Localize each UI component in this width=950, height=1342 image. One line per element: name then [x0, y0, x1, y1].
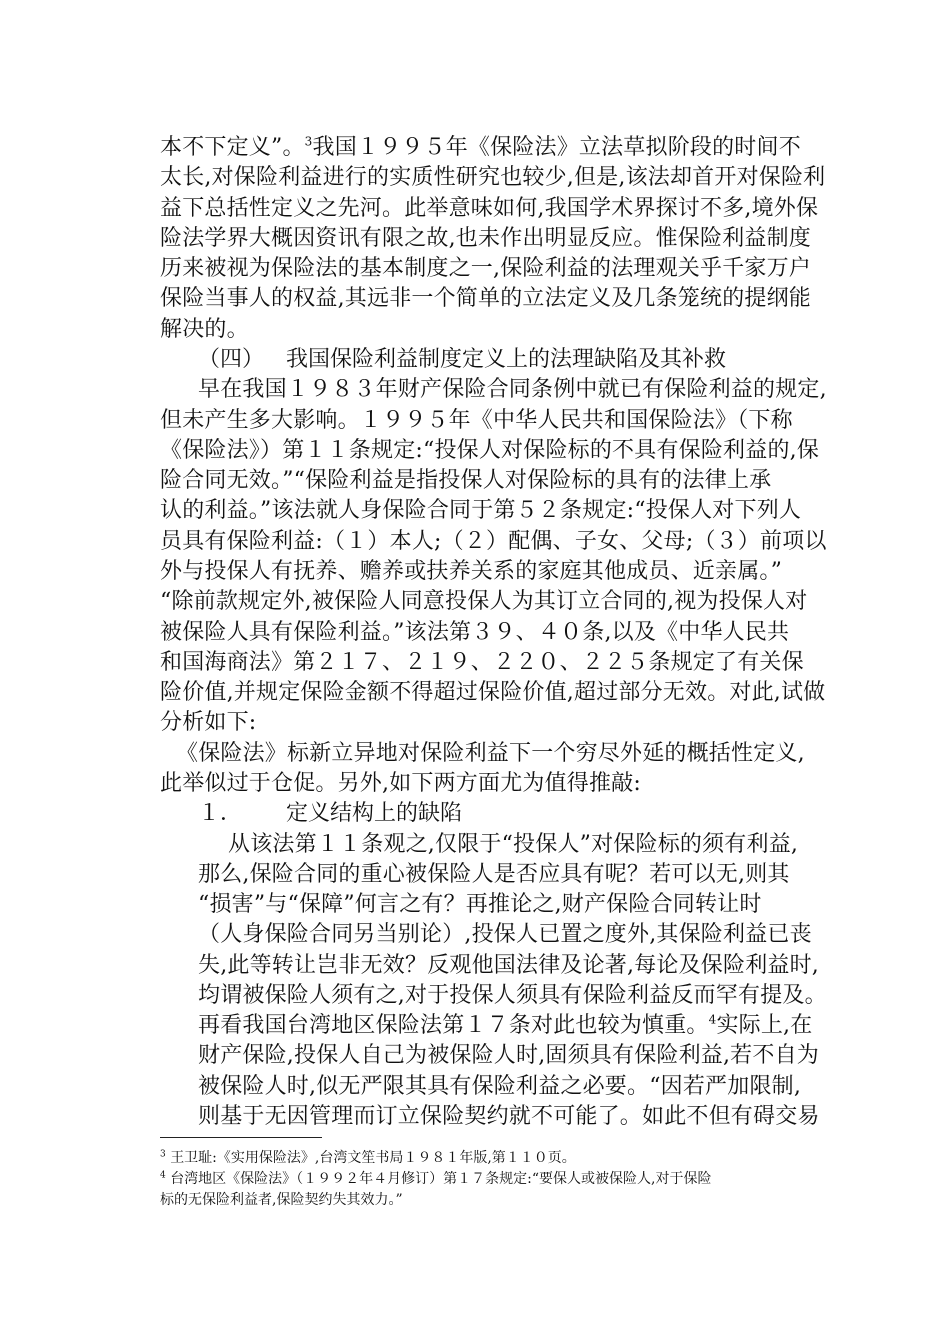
footnote-4-line-2: 标的无保险利益者,保险契约失其效力。”: [160, 1192, 403, 1208]
subsection-title: 定义结构上的缺陷: [286, 801, 463, 827]
footnote-3: [160, 1148, 576, 1168]
paragraph-struct-line-4: （人身保险合同另当别论）,投保人已置之度外,其保险利益已丧: [198, 922, 812, 948]
section-title: 我国保险利益制度定义上的法理缺陷及其补救: [286, 347, 727, 372]
paragraph-law-line-7: 外与投保人有抚养、赡养或扶养关系的家庭其他成员、近亲属。”: [160, 558, 783, 584]
paragraph-struct-line-9: 被保险人时,似无严限其具有保险利益之必要。“因若严加限制,: [198, 1073, 802, 1099]
paragraph-law-line-10: 和国海商法》第２１７、２１９、２２０、２２５条规定了有关保: [160, 649, 804, 675]
footnote-ref-4: 4: [708, 1012, 717, 1027]
paragraph-struct-line-7: 再看我国台湾地区保险法第１７条对此也较为慎重。$^4$实际上,在: [198, 1012, 813, 1039]
paragraph-def-line-1: 《保险法》标新立异地对保险利益下一个穷尽外延的概括性定义,: [176, 740, 805, 766]
paragraph-law-line-4: 险合同无效。”“保险利益是指投保人对保险标的具有的法律上承: [160, 468, 772, 494]
footnote-4-mark: 4: [160, 1170, 166, 1181]
paragraph-law-line-5: 认的利益。”该法就人身保险合同于第５２条规定:“投保人对下列人: [160, 498, 802, 524]
paragraph-struct-line-3: “损害”与“保障”何言之有？再推论之,财产保险合同转让时: [198, 892, 762, 917]
footnote-ref-3: 3: [304, 134, 313, 149]
paragraph-intro-line-6: 保险当事人的权益,其远非一个简单的立法定义及几条笼统的提纲能: [160, 286, 811, 312]
paragraph-law-line-8: “除前款规定外,被保险人同意投保人为其订立合同的,视为投保人对: [160, 589, 808, 615]
footnote-4: [160, 1169, 712, 1189]
subsection-number: １．: [198, 801, 243, 827]
paragraph-law-line-9: 被保险人具有保险利益。”该法第３９、４０条,以及《中华人民共: [160, 619, 790, 645]
paragraph-struct-line-1: 从该法第１１条观之,仅限于“投保人”对保险标的须有利益,: [228, 831, 799, 857]
paragraph-intro-line-7: 解决的。: [160, 316, 249, 342]
paragraph-law-line-11: 险价值,并规定保险金额不得超过保险价值,超过部分无效。对此,试做: [160, 680, 826, 706]
footnote-separator: [160, 1137, 322, 1138]
paragraph-struct-line-10: 则基于无因管理而订立保险契约就不可能了。如此不但有碍交易: [198, 1104, 820, 1129]
footnote-3-text: 王卫耻:《实用保险法》,台湾文笙书局１９８１年版,第１１０页。: [170, 1150, 576, 1166]
paragraph-intro-line-1: 本不下定义”。$^3$我国１９９５年《保险法》立法草拟阶段的时间不: [160, 134, 801, 160]
paragraph-intro-line-5: 历来被视为保险法的基本制度之一,保险利益的法理观关乎千家万户: [160, 256, 811, 282]
section-number: （四）: [198, 347, 265, 372]
paragraph-intro-line-3: 益下总括性定义之先河。此举意味如何,我国学术界探讨不多,境外保: [160, 195, 819, 221]
paragraph-intro-line-4: 险法学界大概因资讯有限之故,也未作出明显反应。惟保险利益制度: [160, 225, 811, 251]
paragraph-law-line-6: 员具有保险利益:（１）本人;（２）配偶、子女、父母;（３）前项以: [160, 528, 827, 554]
paragraph-struct-line-8: 财产保险,投保人自己为被保险人时,固须具有保险利益,若不自为: [198, 1043, 819, 1069]
section-heading: [198, 345, 726, 375]
paragraph-struct-line-2: 那么,保险合同的重心被保险人是否应具有呢？若可以无,则其: [198, 861, 790, 887]
paragraph-law-line-3: 《保险法》）第１１条规定:“投保人对保险标的不具有保险利益的,保: [160, 437, 820, 463]
footnote-3-mark: 3: [160, 1149, 166, 1160]
subsection-heading: [198, 799, 462, 829]
paragraph-law-line-1: 早在我国１９８３年财产保险合同条例中就已有保险利益的规定,: [198, 377, 827, 403]
paragraph-law-line-2: 但未产生多大影响。１９９５年《中华人民共和国保险法》（下称: [160, 407, 793, 433]
paragraph-struct-line-5: 失,此等转让岂非无效？反观他国法律及论著,每论及保险利益时,: [198, 952, 819, 978]
paragraph-def-line-2: 此举似过于仓促。另外,如下两方面尤为值得推敲:: [160, 770, 642, 796]
paragraph-intro-line-2: 太长,对保险利益进行的实质性研究也较少,但是,该法却首开对保险利: [160, 165, 826, 191]
paragraph-law-line-12: 分析如下:: [160, 710, 257, 736]
paragraph-struct-line-6: 均谓被保险人须有之,对于投保人须具有保险利益反而罕有提及。: [198, 982, 827, 1008]
footnote-4-text-line-1: 台湾地区《保险法》（１９９２年４月修订）第１７条规定:“要保人或被保险人,对于保险: [170, 1171, 712, 1187]
